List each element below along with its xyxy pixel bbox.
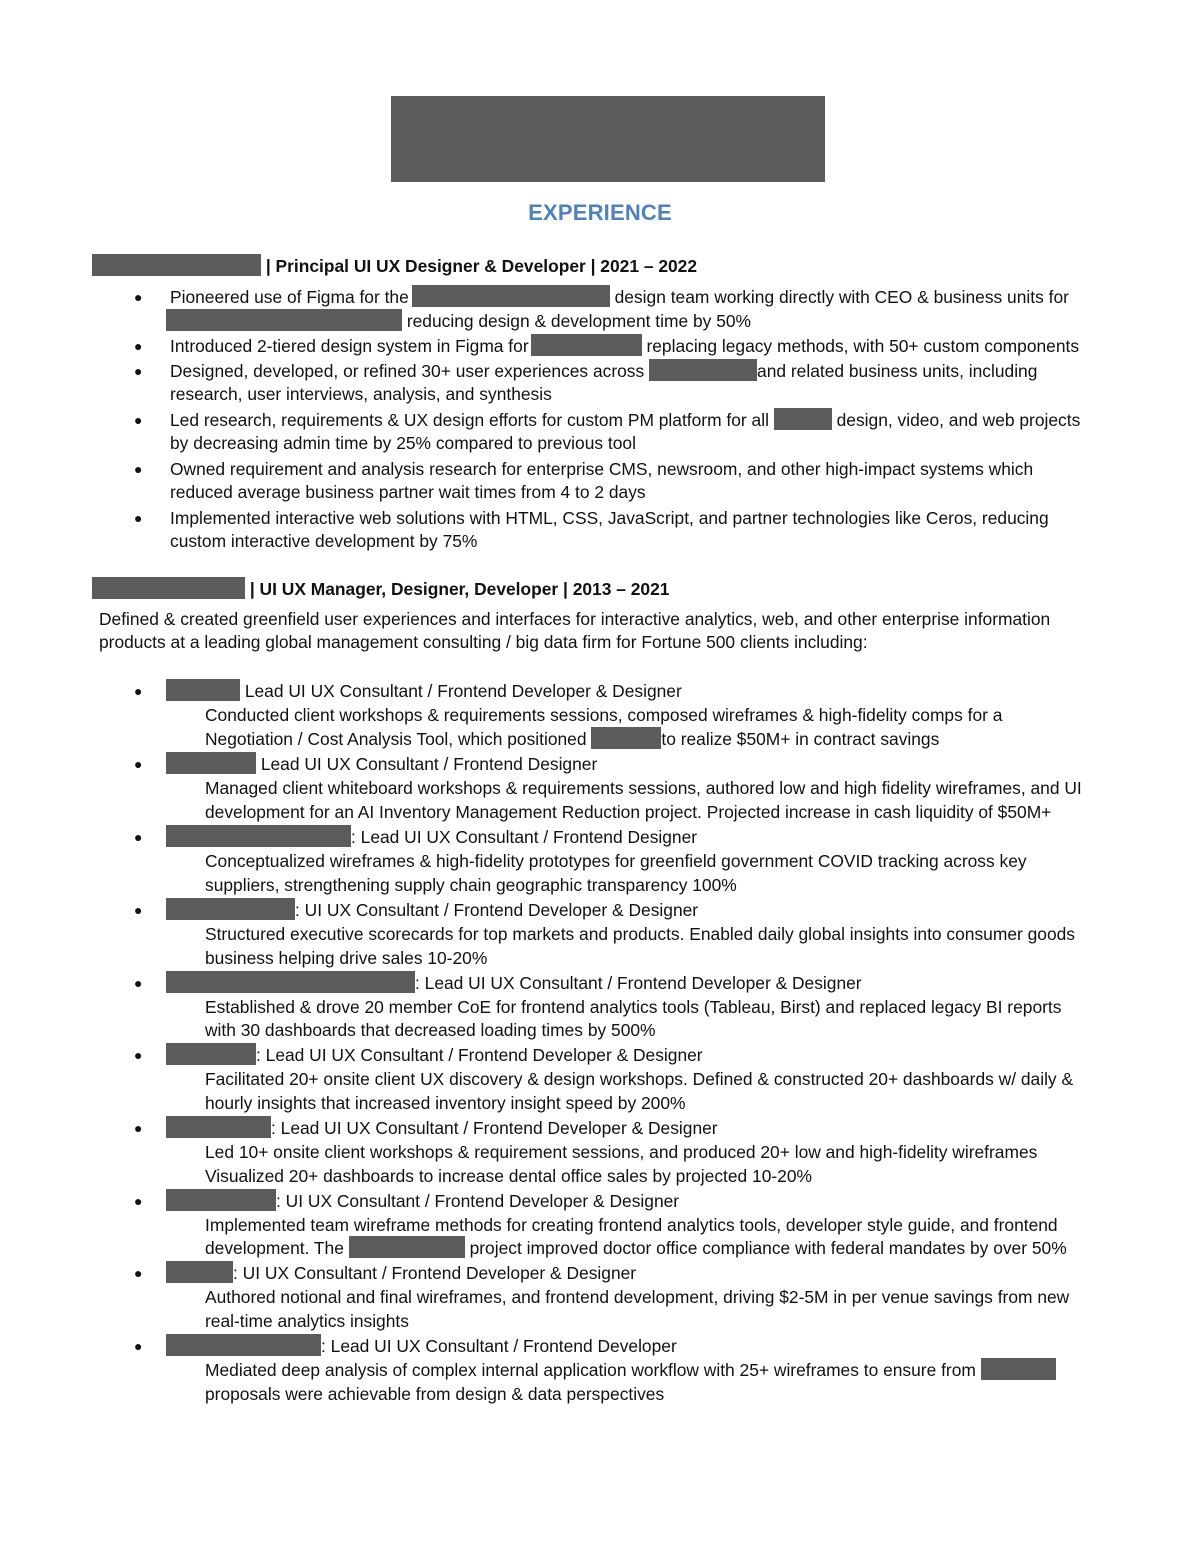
bullet-icon: ● [134,1338,143,1354]
job1-bullet-5-cont: reduced average business partner wait times from 4 to 2 days [170,482,646,502]
job1-bullet-1 [170,285,1069,309]
job1-bullet-6: Implemented interactive web solutions with HTML, CSS, JavaScript, and partner technologies like Ceros, reducing [170,508,1049,528]
bullet-icon: ● [134,412,143,428]
project-2-desc-2: development for an AI Inventory Management Reduction project. Projected increase in cash liquidity of $50M+ [205,802,1052,822]
text: Pioneered use of Figma for the [170,287,409,307]
project-10-desc-2: proposals were achievable from design & data perspectives [205,1384,665,1404]
text: : UI UX Consultant / Frontend Developer & Designer [295,900,699,920]
bullet-icon: ● [134,975,143,991]
job1-bullet-3-cont: research, user interviews, analysis, and synthesis [170,384,552,404]
redacted-client [981,1358,1056,1380]
project-5-desc-2: with 30 dashboards that decreased loading times by 500% [205,1020,656,1040]
job1-bullet-4-cont: by decreasing admin time by 25% compared to previous tool [170,433,636,453]
redacted-client [166,825,351,847]
text: development. The [205,1238,344,1258]
redacted-name-block [391,96,825,182]
job1-bullet-3 [170,359,1037,383]
bullet-icon: ● [134,1047,143,1063]
redacted-client [166,898,295,920]
text: Lead UI UX Consultant / Frontend Developer & Designer [244,681,682,701]
bullet-icon: ● [134,338,143,354]
text: and related business units, including [757,361,1038,381]
text: Mediated deep analysis of complex internal application workflow with 25+ wireframes to ensure from [205,1360,976,1380]
bullet-icon: ● [134,289,143,305]
job1-bullet-5: Owned requirement and analysis research for enterprise CMS, newsroom, and other high-impact systems which [170,459,1034,479]
job2-intro-1: Defined & created greenfield user experiences and interfaces for interactive analytics, web, and other enterprise information [99,609,1051,629]
project-6-role [166,1043,703,1067]
text: to realize $50M+ in contract savings [661,729,940,749]
project-8-desc-1: Implemented team wireframe methods for creating frontend analytics tools, developer style guide, and frontend [205,1215,1058,1235]
project-1-desc-1: Conducted client workshops & requirements sessions, composed wireframes & high-fidelity comps for a [205,705,1003,725]
text: reducing design & development time by 50% [406,311,751,331]
redacted-client [166,971,415,993]
text: Designed, developed, or refined 30+ user experiences across [170,361,645,381]
job2-header [92,577,669,601]
job1-bullet-6-cont: custom interactive development by 75% [170,531,478,551]
text: : Lead UI UX Consultant / Frontend Developer & Designer [271,1118,718,1138]
redacted-client [349,1236,465,1258]
project-3-desc-1: Conceptualized wireframes & high-fidelity prototypes for greenfield government COVID tracking across key [205,851,1027,871]
project-6-desc-2: hourly insights that increased inventory insight speed by 200% [205,1093,686,1113]
text: design team working directly with CEO & business units for [614,287,1069,307]
redacted-client [166,1261,233,1283]
bullet-icon: ● [134,510,143,526]
section-title: EXPERIENCE [528,200,672,225]
project-5-role [166,971,862,995]
bullet-icon: ● [134,1120,143,1136]
project-7-role [166,1116,718,1140]
project-7-desc-1: Led 10+ onsite client workshops & requirement sessions, and produced 20+ low and high-fidelity wireframes [205,1142,1038,1162]
text: Introduced 2-tiered design system in Figma for [170,336,529,356]
redacted-company [92,577,245,599]
project-3-role [166,825,697,849]
job1-header [92,254,697,278]
text: : Lead UI UX Consultant / Frontend Developer & Designer [415,973,862,993]
job1-bullet-1-cont [166,309,751,333]
text: : Lead UI UX Consultant / Frontend Developer & Designer [256,1045,703,1065]
project-7-desc-2: Visualized 20+ dashboards to increase dental office sales by projected 10-20% [205,1166,812,1186]
text: design, video, and web projects [836,410,1081,430]
redacted-client [591,727,661,749]
project-4-desc-2: business helping drive sales 10-20% [205,948,488,968]
project-1-role [166,679,682,703]
project-2-desc-1: Managed client whiteboard workshops & requirements sessions, authored low and high fidelity wireframes, and UI [205,778,1082,798]
job2-title: | UI UX Manager, Designer, Developer | 2013 – 2021 [249,579,670,599]
project-9-role [166,1261,636,1285]
bullet-icon: ● [134,363,143,379]
bullet-icon: ● [134,1265,143,1281]
redacted-client [166,1043,256,1065]
text: Lead UI UX Consultant / Frontend Designer [260,754,598,774]
bullet-icon: ● [134,902,143,918]
text: : UI UX Consultant / Frontend Developer & Designer [233,1263,637,1283]
redacted-client [166,1334,321,1356]
project-6-desc-1: Facilitated 20+ onsite client UX discovery & design workshops. Defined & constructed 20+ dashboards w/ daily & [205,1069,1074,1089]
job2-intro-2: products at a leading global management consulting / big data firm for Fortune 500 clients including: [99,632,868,652]
text: : Lead UI UX Consultant / Frontend Designer [351,827,698,847]
project-10-role [166,1334,677,1358]
text: : UI UX Consultant / Frontend Developer & Designer [276,1191,680,1211]
project-3-desc-2: suppliers, strengthening supply chain geographic transparency 100% [205,875,737,895]
project-2-role [166,752,597,776]
job1-title: | Principal UI UX Designer & Developer | 2021 – 2022 [265,256,698,276]
project-8-role [166,1189,679,1213]
redacted-company [92,254,261,276]
redacted-text [412,285,610,307]
job1-bullet-4 [170,408,1080,432]
redacted-client [166,752,256,774]
redacted-text [774,408,832,430]
bullet-icon: ● [134,461,143,477]
redacted-client [166,1189,276,1211]
project-5-desc-1: Established & drove 20 member CoE for frontend analytics tools (Tableau, Birst) and replaced legacy BI reports [205,997,1062,1017]
text: Led research, requirements & UX design efforts for custom PM platform for all [170,410,769,430]
bullet-icon: ● [134,683,143,699]
project-8-desc-2 [205,1236,1067,1260]
project-4-role [166,898,698,922]
text: : Lead UI UX Consultant / Frontend Developer [321,1336,677,1356]
bullet-icon: ● [134,1193,143,1209]
project-4-desc-1: Structured executive scorecards for top markets and products. Enabled daily global insights into consumer goods [205,924,1075,944]
redacted-text [531,334,642,356]
project-1-desc-2 [205,727,939,751]
job1-bullet-2 [170,334,1079,358]
redacted-text [649,359,757,381]
project-10-desc-1 [205,1358,1056,1382]
text: Negotiation / Cost Analysis Tool, which positioned [205,729,587,749]
text: project improved doctor office compliance with federal mandates by over 50% [469,1238,1067,1258]
redacted-text [166,309,402,331]
redacted-client [166,1116,271,1138]
project-9-desc-1: Authored notional and final wireframes, and frontend development, driving $2-5M in per venue savings from new [205,1287,1070,1307]
project-9-desc-2: real-time analytics insights [205,1311,409,1331]
text: replacing legacy methods, with 50+ custom components [646,336,1080,356]
redacted-client [166,679,240,701]
bullet-icon: ● [134,756,143,772]
bullet-icon: ● [134,829,143,845]
